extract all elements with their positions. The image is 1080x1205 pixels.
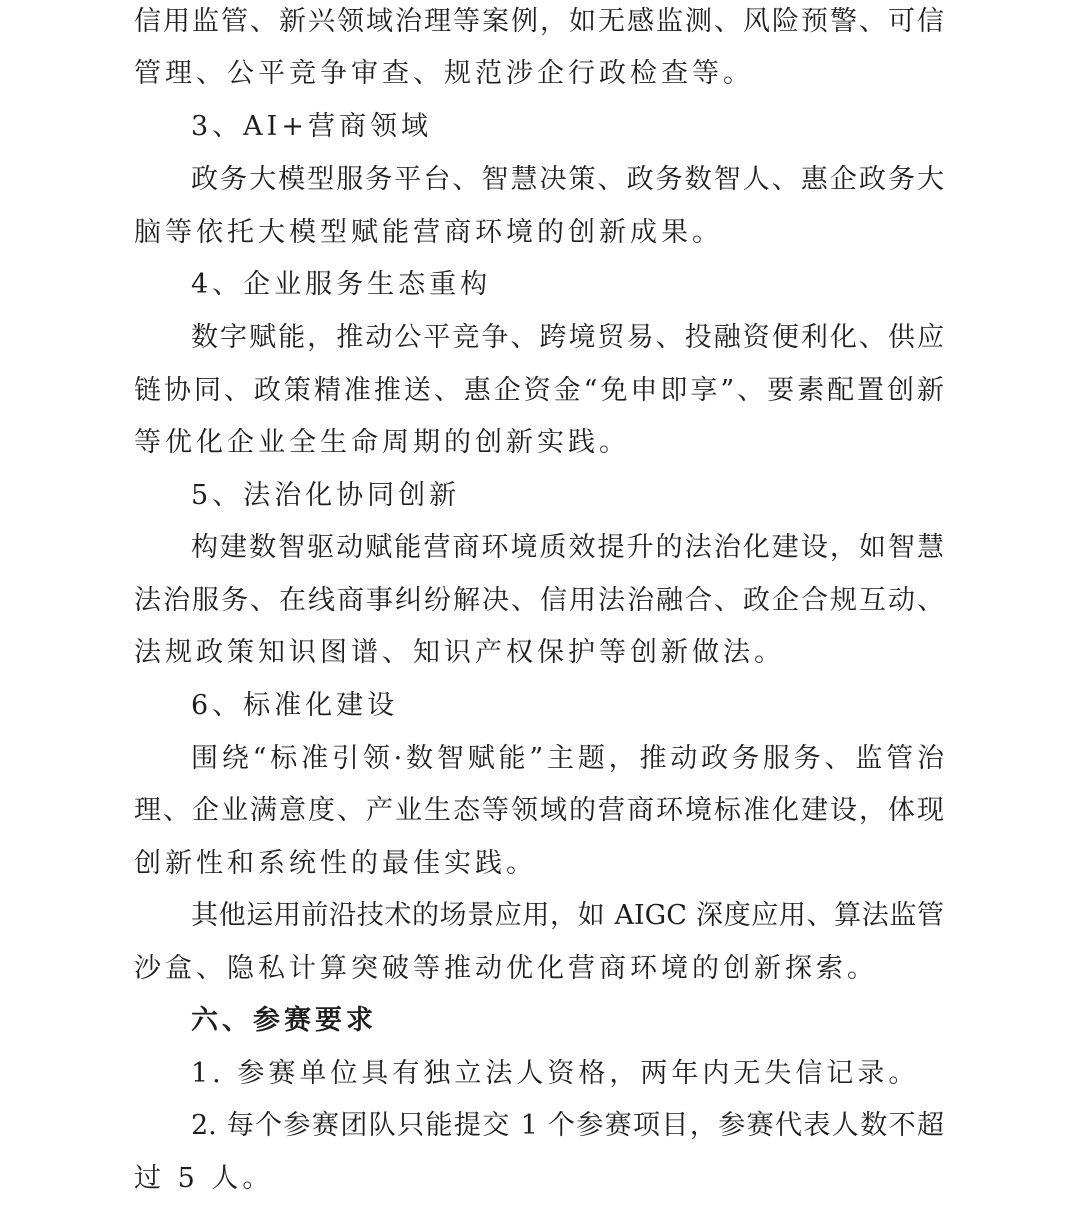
chapter-heading: 六、参赛要求 [191,1005,377,1036]
section-heading: 5、法治化协同创新 [191,480,461,511]
text-line: 构建数智驱动赋能营商环境质效提升的法治化建设，如智慧 [191,532,944,563]
text-line: 法规政策知识图谱、知识产权保护等创新做法。 [134,637,785,668]
section-heading: 4、企业服务生态重构 [191,269,492,300]
text-line: 等优化企业全生命周期的创新实践。 [134,427,630,458]
section-heading: 6、标准化建设 [191,690,399,721]
text-line: 法治服务、在线商事纠纷解决、信用法治融合、政企合规互动、 [134,585,944,616]
text-line: 沙盒、隐私计算突破等推动优化营商环境的创新探索。 [134,953,878,984]
text-line: 数字赋能，推动公平竞争、跨境贸易、投融资便利化、供应 [191,322,944,353]
text-line: 理、企业满意度、产业生态等领域的营商环境标准化建设，体现 [134,795,944,826]
text-line: 创新性和系统性的最佳实践。 [134,848,537,879]
text-line: 链协同、政策精准推送、惠企资金“免申即享”、要素配置创新 [134,375,944,406]
text-line: 过 5 人。 [134,1163,274,1194]
text-line: 管理、公平竞争审查、规范涉企行政检查等。 [134,58,754,89]
text-line: 2. 每个参赛团队只能提交 1 个参赛项目，参赛代表人数不超 [191,1110,944,1141]
text-line: 1. 参赛单位具有独立法人资格，两年内无失信记录。 [191,1058,920,1089]
text-line: 其他运用前沿技术的场景应用，如 AIGC 深度应用、算法监管 [191,900,944,931]
section-heading: 3、AI+营商领域 [191,111,432,142]
text-line: 信用监管、新兴领域治理等案例，如无感监测、风险预警、可信 [134,6,944,37]
text-line: 政务大模型服务平台、智慧决策、政务数智人、惠企政务大 [191,164,944,195]
text-line: 围绕“标准引领·数智赋能”主题，推动政务服务、监管治 [191,743,944,774]
text-line: 脑等依托大模型赋能营商环境的创新成果。 [134,217,723,248]
